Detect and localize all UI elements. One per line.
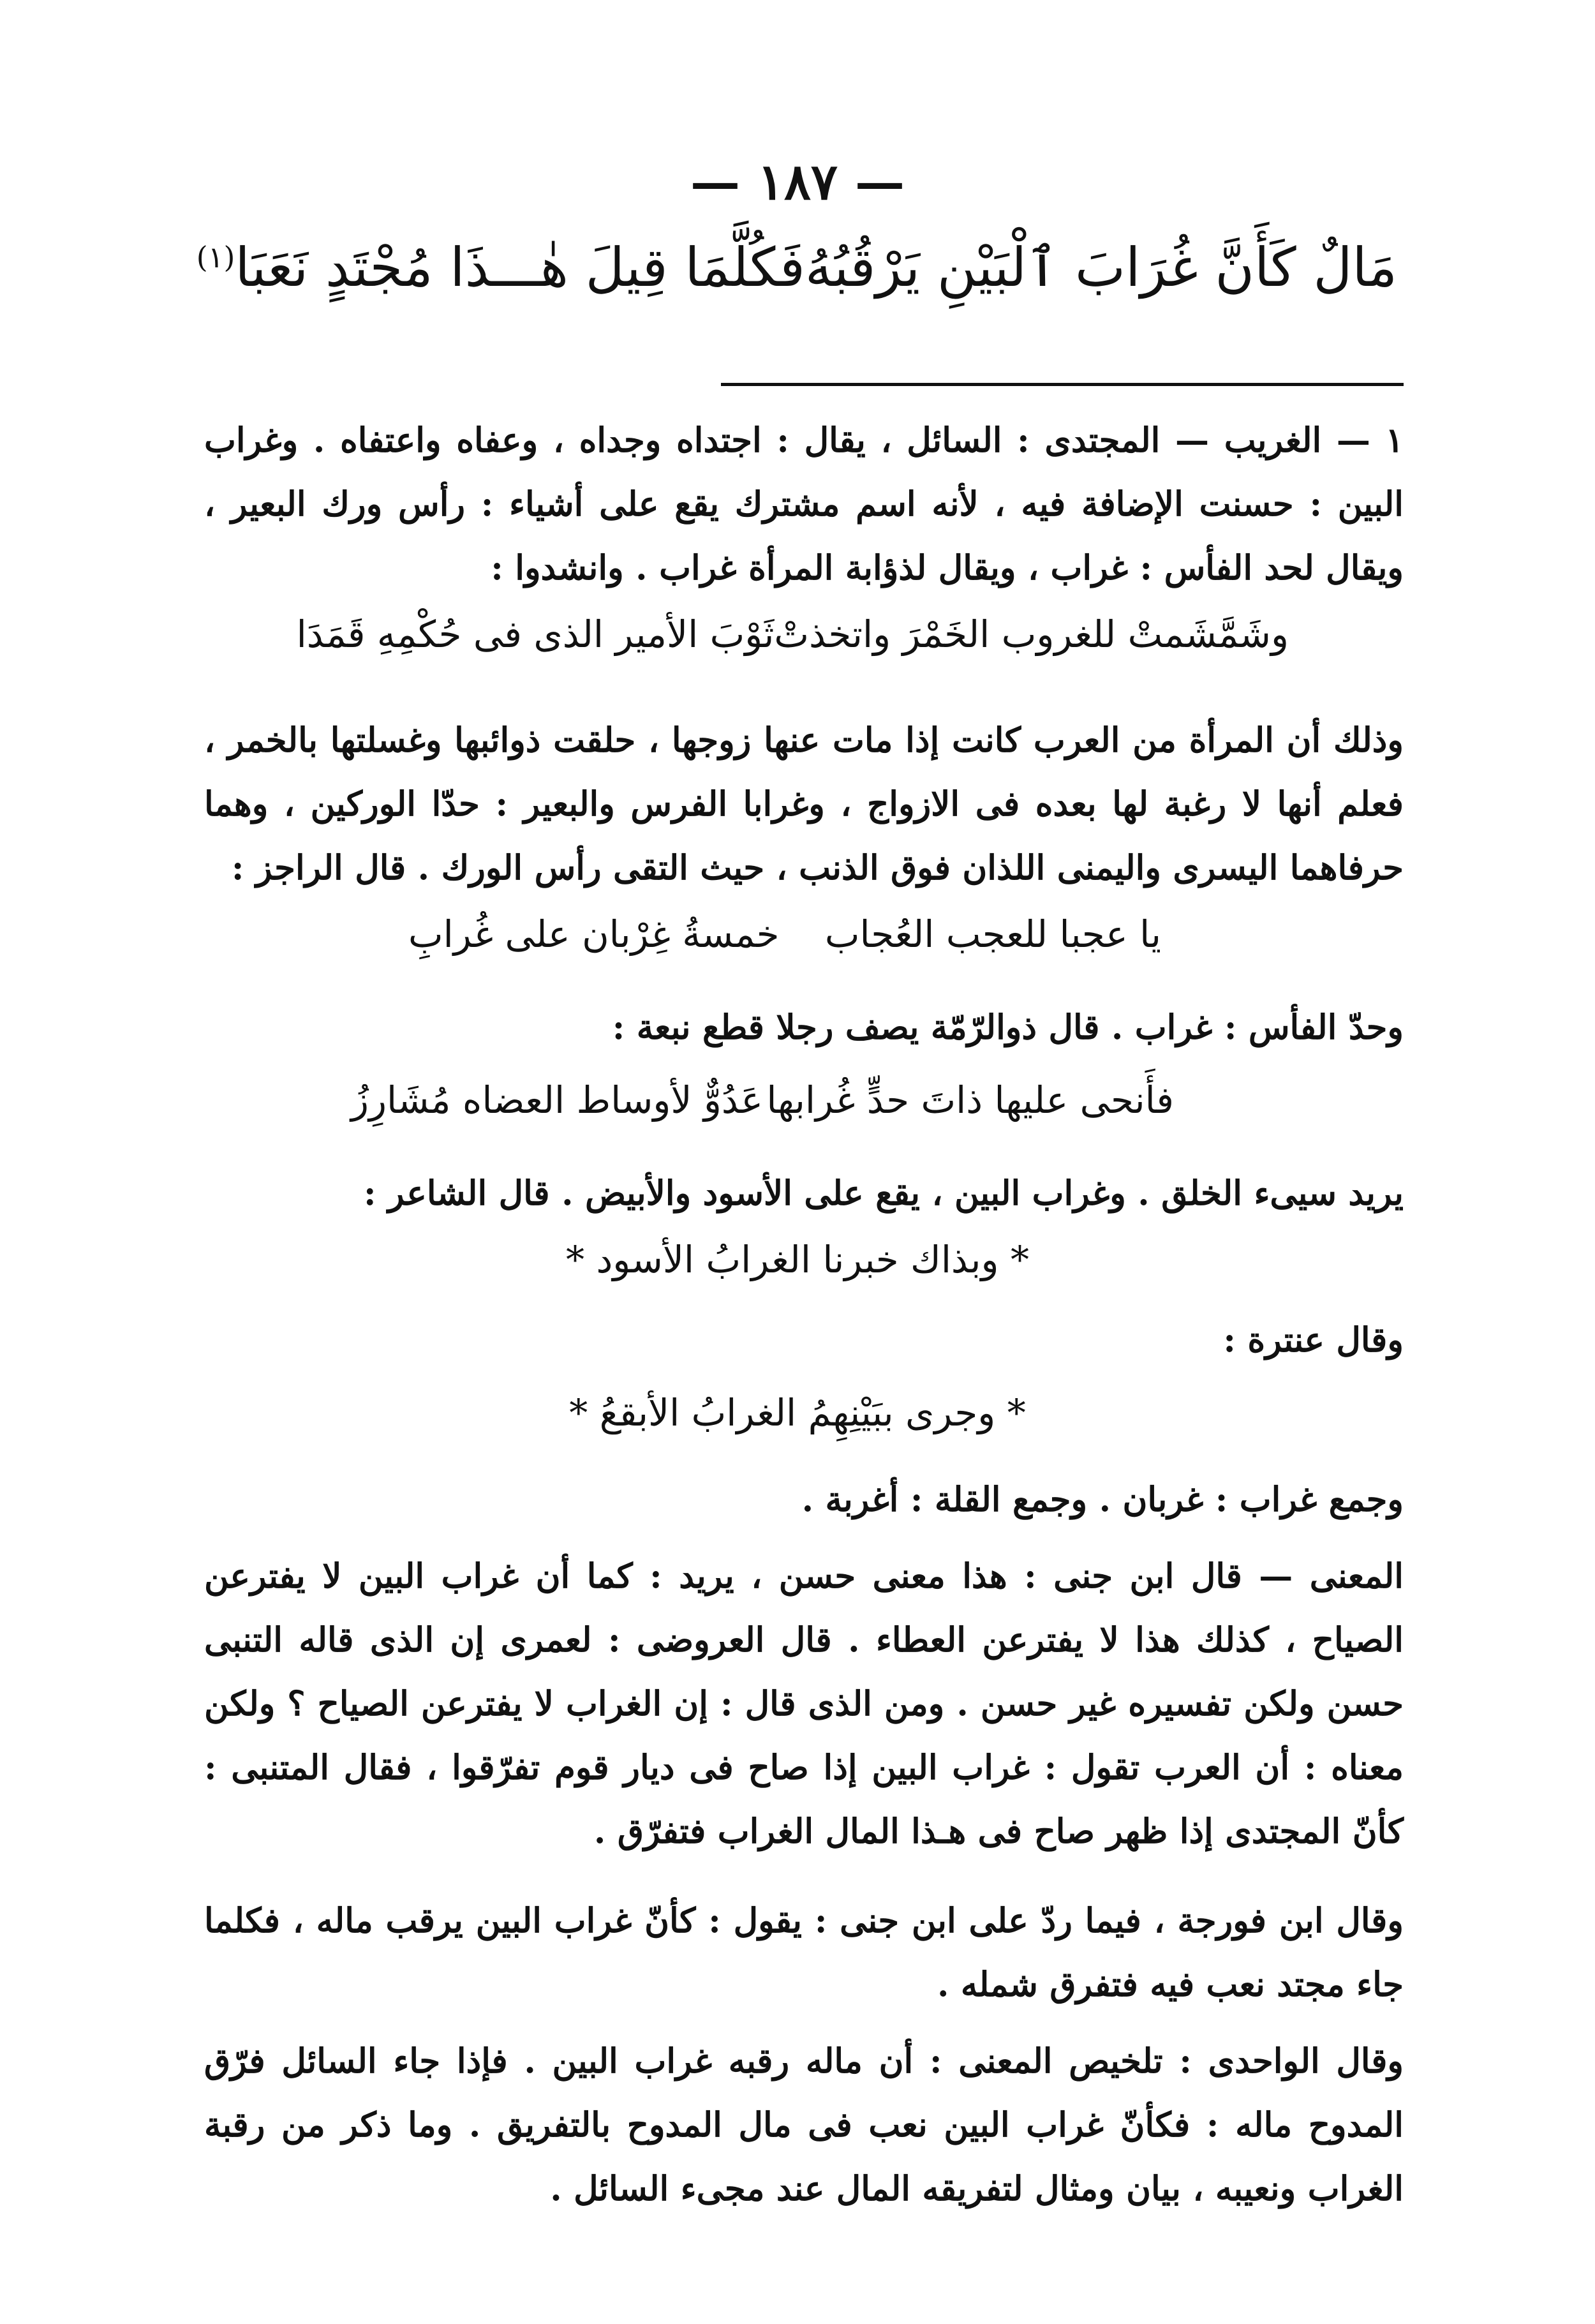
quoted-verse-3-hemistich-1: فأَنحى عليها ذاتَ حدٍّ غُرابها xyxy=(766,1078,1174,1122)
quoted-verse-1 xyxy=(296,613,1289,656)
quoted-verse-3 xyxy=(351,1078,1174,1122)
quoted-verse-1-hemistich-1: وشَمَّشَمتْ للغروب الخَمْرَ واتخذتْ xyxy=(774,613,1289,656)
main-verse-hemistich-2-wrap xyxy=(197,236,805,299)
quoted-verse-3-hemistich-2: عَدُوٌّ لأوساط العضاه مُشَارِزُ xyxy=(351,1078,763,1122)
footnote-paragraph-4: يريد سيىء الخلق . وغراب البين ، يقع على الأسود والأبيض . قال الشاعر : xyxy=(363,1173,1404,1213)
meaning-paragraph: المعنى — قال ابن جنى : هذا معنى حسن ، يريد : كما أن غراب البين لا يفترعن الصياح ، كذلك هذا لا يفترعن العطاء . قال العروضى : لعمرى إن الذى قاله التنبى حسن ولكن تفسيره غير حسن . ومن الذى قال : إن الغراب لا يفترعن الصياح ؟ ولكن معناه : أن العرب تقول : غراب البين إذا صاح فى ديار قوم تفرّقوا ، فقال المتنبى : كأنّ المجتدى إذا ظهر صاح فى هـذا المال الغراب فتفرّق . xyxy=(204,1556,1404,1851)
wahidi-paragraph: وقال الواحدى : تلخيص المعنى : أن ماله رقبه غراب البين . فإذا جاء السائل فرّق المدوح ماله : فكأنّ غراب البين نعب فى مال المدوح بالتفريق . وما ذكر من رقبة الغراب ونعيبه ، بيان ومثال لتفريقه المال عند مجىء السائل . xyxy=(204,2041,1404,2209)
footnote-paragraph-2: وذلك أن المرأة من العرب كانت إذا مات عنها زوجها ، حلقت ذوائبها وغسلتها بالخمر ، فعلم أنها لا رغبة لها بعده فى الازواج ، وغرابا الفرس والبعير : حدّا الوركين ، وهما حرفاهما اليسرى واليمنى اللذان فوق الذنب ، حيث التقى رأس الورك . قال الراجز : xyxy=(204,720,1404,888)
footnote-paragraph-1: ١ — الغريب — المجتدى : السائل ، يقال : اجتداه وجداه ، وعفاه واعتفاه . وغراب البين : حسنت الإضافة فيه ، لأنه اسم مشترك يقع على أشياء : رأس ورك البعير ، ويقال لحد الفأس : غراب ، ويقال لذؤابة المرأة غراب . وانشدوا : xyxy=(204,421,1404,588)
quoted-verse-2 xyxy=(408,912,1161,956)
quoted-verse-2-hemistich-1: يا عجبا للعجب العُجاب xyxy=(824,912,1161,956)
quoted-verse-1-hemistich-2: ثَوْبَ الأمير الذى فى حُكْمِهِ قَمَدَا xyxy=(296,613,775,656)
main-verse-hemistich-2: فَكُلَّمَا قِيلَ هٰـــذَا مُجْتَدٍ نَعَبَا xyxy=(235,236,805,299)
quoted-verse-2-hemistich-2: خمسةُ غِرْبان على غُرابِ xyxy=(408,912,780,956)
quoted-hemistich-5: * وجرى ببَيْنِهِمُ الغرابُ الأبقعُ * xyxy=(569,1391,1026,1434)
main-verse-hemistich-1: مَالٌ كَأَنَّ غُرَابَ ٱلْبَيْنِ يَرْقُبُهُ xyxy=(805,236,1397,299)
footnote-paragraph-5: وقال عنترة : xyxy=(1223,1320,1404,1360)
page-number: — ١٨٧ — xyxy=(690,153,905,211)
main-verse xyxy=(196,236,1397,299)
footnote-separator xyxy=(721,383,1404,386)
footnote-paragraph-6: وجمع غراب : غربان . وجمع القلة : أغربة . xyxy=(801,1480,1404,1519)
quoted-hemistich-4: * وبذاك خبرنا الغرابُ الأسود * xyxy=(566,1238,1029,1281)
footnote-paragraph-3: وحدّ الفأس : غراب . قال ذوالرّمّة يصف رجلا قطع نبعة : xyxy=(612,1008,1404,1047)
ibn-furraja-paragraph: وقال ابن فورجة ، فيما ردّ على ابن جنى : يقول : كأنّ غراب البين يرقب ماله ، فكلما جاء مجتد نعب فيه فتفرق شمله . xyxy=(204,1901,1404,2004)
footnote-marker: (١) xyxy=(196,240,235,274)
